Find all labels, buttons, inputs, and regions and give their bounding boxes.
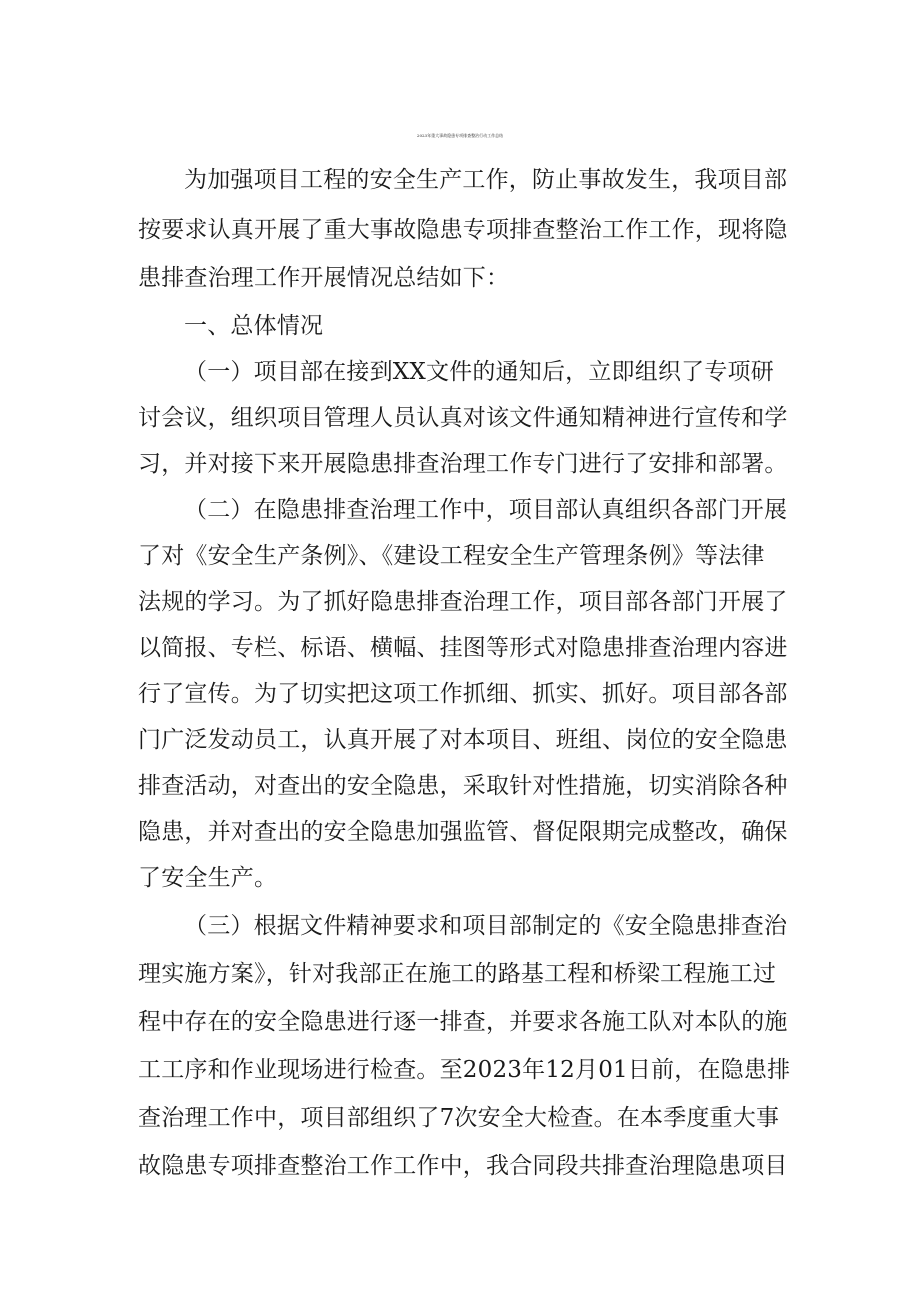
paragraph-line: 理实施方案》，针对我部正在施工的路基工程和桥梁工程施工过 — [138, 961, 777, 987]
paragraph-line: 以简报、专栏、标语、横幅、挂图等形式对隐患排查治理内容进 — [138, 635, 788, 661]
paragraph-line: 程中存在的安全隐患进行逐一排查，并要求各施工队对本队的施 — [138, 1009, 788, 1035]
section-heading: 一、总体情况 — [184, 313, 324, 339]
paragraph-line: 按要求认真开展了重大事故隐患专项排查整治工作工作，现将隐 — [138, 217, 788, 243]
paragraph-line: 查治理工作中，项目部组织了7次安全大检查。在本季度重大事 — [138, 1105, 780, 1131]
paragraph-line: 排查活动，对查出的安全隐患，采取针对性措施，切实消除各种 — [138, 773, 788, 799]
paragraph-line: 了对《安全生产条例》、《建设工程安全生产管理条例》等法律 — [138, 543, 765, 569]
paragraph-line: 习，并对接下来开展隐患排查治理工作专门进行了安排和部署。 — [138, 451, 788, 477]
paragraph-line: 法规的学习。为了抓好隐患排查治理工作，项目部各部门开展了 — [138, 589, 788, 615]
paragraph-line: （一）项目部在接到XX文件的通知后，立即组织了专项研 — [184, 359, 774, 385]
paragraph-line: 行了宣传。为了切实把这项工作抓细、抓实、抓好。项目部各部 — [138, 681, 788, 707]
paragraph-line: （二）在隐患排查治理工作中，项目部认真组织各部门开展 — [184, 497, 788, 523]
paragraph-line: 隐患，并对查出的安全隐患加强监管、督促限期完成整改，确保 — [138, 819, 788, 845]
paragraph-line: 门广泛发动员工，认真开展了对本项目、班组、岗位的安全隐患 — [138, 727, 788, 753]
paragraph-line: 了安全生产。 — [138, 865, 278, 891]
document-title: 2023年重大事故隐患专项排查整治行动工作总结 — [416, 133, 504, 138]
paragraph-line: 讨会议，组织项目管理人员认真对该文件通知精神进行宣传和学 — [138, 405, 788, 431]
paragraph-line: （三）根据文件精神要求和项目部制定的《安全隐患排查治 — [184, 913, 788, 939]
paragraph-line: 工工序和作业现场进行检查。至2023年12月01日前，在隐患排 — [138, 1057, 791, 1083]
paragraph-line: 为加强项目工程的安全生产工作，防止事故发生，我项目部 — [184, 167, 788, 193]
paragraph-line: 故隐患专项排查整治工作工作中，我合同段共排查治理隐患项目 — [138, 1153, 788, 1179]
paragraph-line: 患排查治理工作开展情况总结如下： — [138, 265, 510, 291]
